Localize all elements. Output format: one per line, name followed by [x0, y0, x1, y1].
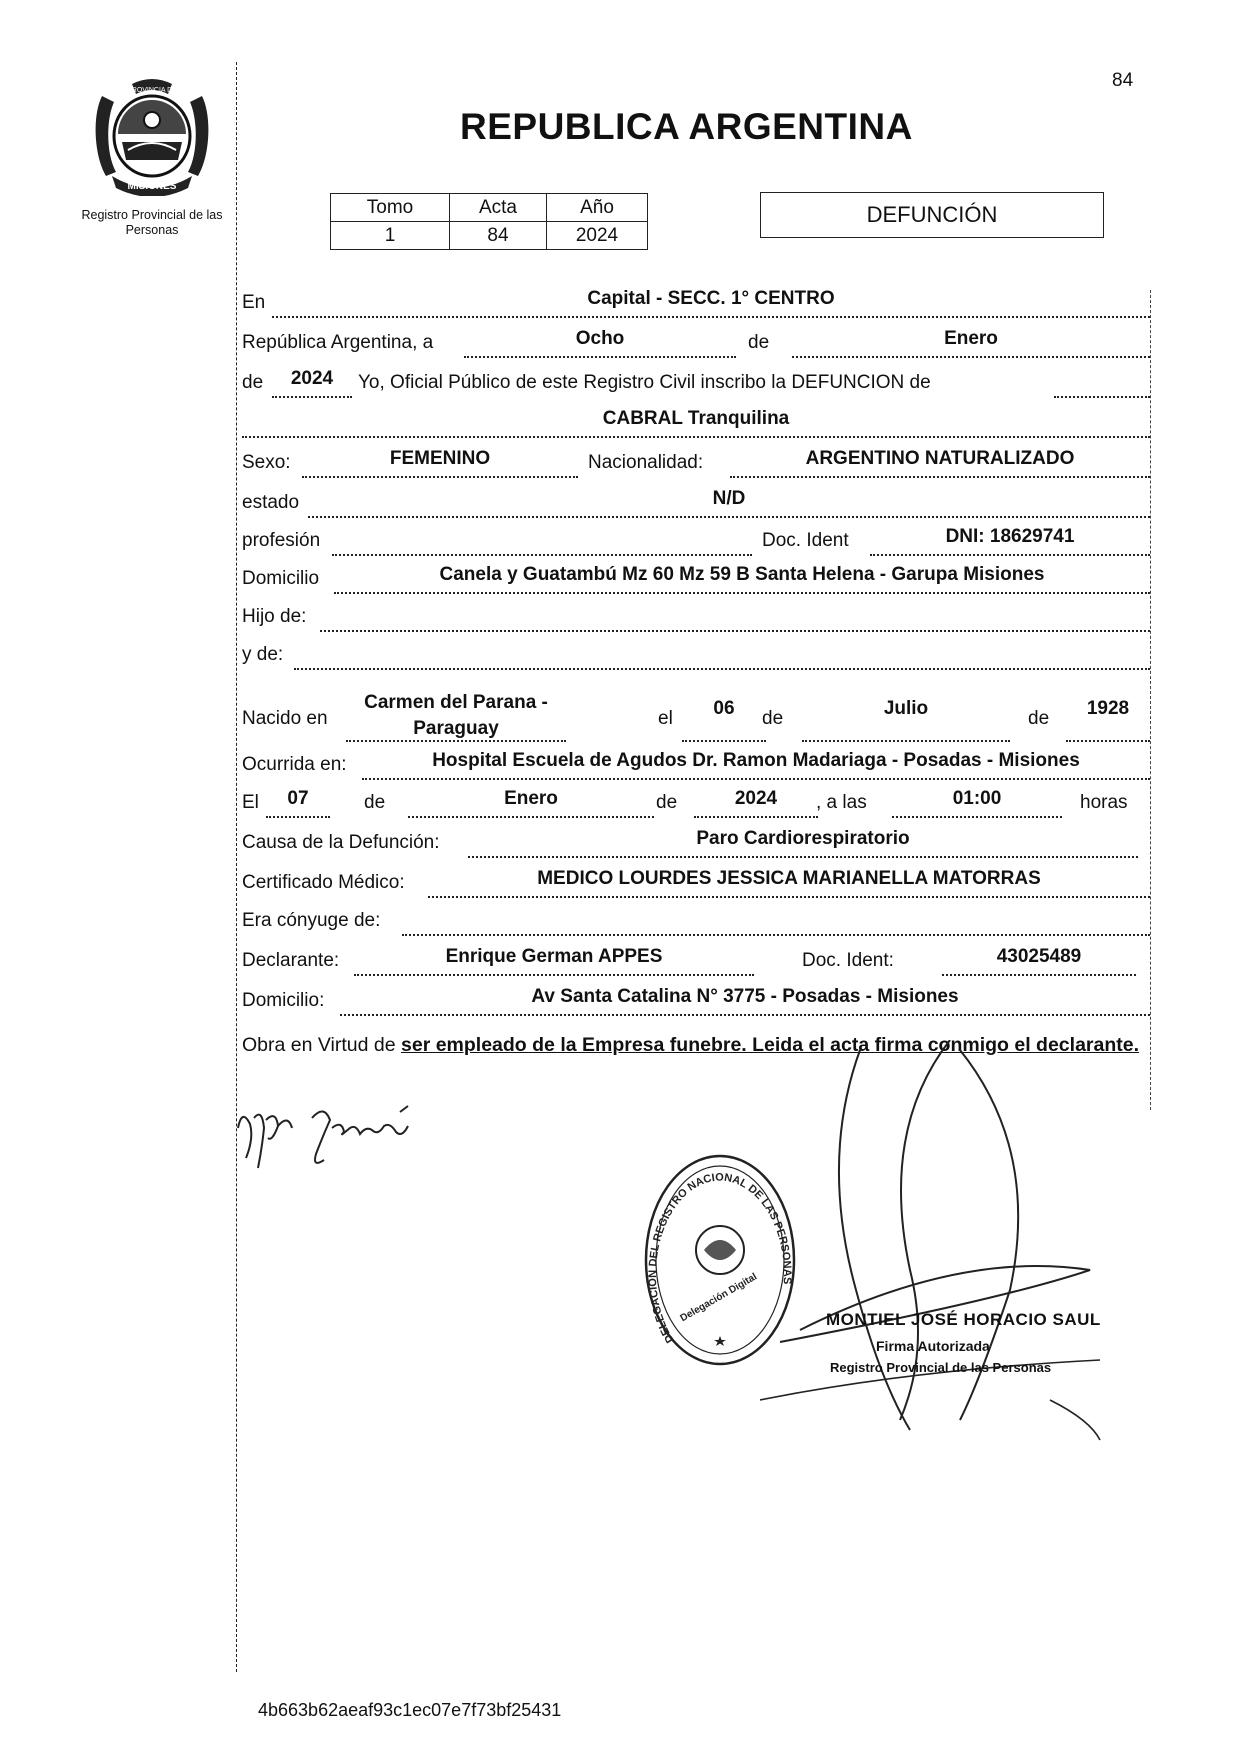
conyuge-label: Era cónyuge de: — [242, 910, 381, 931]
nacionalidad-label: Nacionalidad: — [588, 452, 704, 473]
document-type-box: DEFUNCIÓN — [760, 192, 1104, 238]
de-death-label-2: de — [656, 792, 678, 813]
row-ocurrida — [242, 744, 1150, 782]
acta-value: 84 — [450, 222, 547, 250]
inscribo-text: Yo, Oficial Público de este Registro Civil inscribo la DEFUNCION de — [358, 372, 931, 393]
row-profesion — [242, 520, 1150, 558]
de-birth-label-2: de — [1028, 708, 1050, 729]
declarante-doc-value: 43025489 — [996, 946, 1082, 967]
death-time: 01:00 — [952, 788, 1002, 809]
ocurrida-label: Ocurrida en: — [242, 754, 347, 775]
row-declarante-domicilio — [242, 980, 1150, 1018]
tomo-header: Tomo — [331, 194, 450, 222]
causa-label: Causa de la Defunción: — [242, 832, 440, 853]
reference-table — [330, 193, 648, 250]
el-death-label: El — [242, 792, 259, 813]
death-month: Enero — [504, 788, 558, 809]
birth-month: Julio — [883, 698, 929, 719]
declarante-doc-label: Doc. Ident: — [802, 950, 894, 971]
right-margin-line — [1150, 290, 1152, 1110]
ocurrida-value: Hospital Escuela de Agudos Dr. Ramon Madariaga - Posadas - Misiones — [432, 750, 1080, 771]
row-y-de — [242, 634, 1150, 672]
de-birth-label: de — [762, 708, 784, 729]
row-en — [242, 282, 1150, 320]
row-estado — [242, 482, 1150, 520]
declarante-label: Declarante: — [242, 950, 340, 971]
death-day: 07 — [287, 788, 309, 809]
obra-prefix: Obra en Virtud de — [242, 1034, 401, 1056]
estado-label: estado — [242, 492, 300, 513]
row-year — [242, 362, 1150, 400]
sexo-label: Sexo: — [242, 452, 291, 473]
document-hash: 4b663b62aeaf93c1ec07e7f73bf25431 — [258, 1700, 562, 1720]
declarant-signature — [232, 1098, 452, 1178]
row-declarante — [242, 940, 1150, 978]
hijo-label: Hijo de: — [242, 606, 307, 627]
anio-header: Año — [547, 194, 648, 222]
row-death-date — [242, 782, 1150, 820]
domicilio-value: Canela y Guatambú Mz 60 Mz 59 B Santa Helena - Garupa Misiones — [439, 564, 1045, 585]
nacido-en-line1: Carmen del Parana - — [364, 692, 548, 713]
certificado-label: Certificado Médico: — [242, 872, 405, 893]
svg-text:PROVINCIA DE: PROVINCIA DE — [127, 87, 177, 94]
domicilio-declarante-label: Domicilio: — [242, 990, 325, 1011]
official-office: Registro Provincial de las Personas — [830, 1360, 1052, 1375]
a-las-label: , a las — [816, 792, 867, 813]
row-certificado — [242, 862, 1150, 900]
death-year: 2024 — [734, 788, 778, 809]
en-label: En — [242, 292, 266, 313]
row-hijo — [242, 596, 1150, 634]
registry-office: Capital - SECC. 1° CENTRO — [587, 288, 835, 309]
registry-name: Registro Provincial de las Personas — [81, 208, 223, 237]
obra-text: ser empleado de la Empresa funebre. Leida el acta firma conmigo el declarante. — [401, 1034, 1140, 1056]
tomo-value: 1 — [331, 222, 450, 250]
svg-text:MISIONES: MISIONES — [127, 181, 177, 192]
row-sexo — [242, 442, 1150, 480]
row-domicilio — [242, 558, 1150, 596]
day-word: Ocho — [575, 328, 625, 349]
nacionalidad-value: ARGENTINO NATURALIZADO — [805, 448, 1075, 469]
svg-text:Delegación Digital: Delegación Digital — [678, 1271, 760, 1325]
birth-day: 06 — [713, 698, 735, 719]
estado-value: N/D — [712, 488, 746, 509]
month-word: Enero — [944, 328, 998, 349]
acta-header: Acta — [450, 194, 547, 222]
declarante-value: Enrique German APPES — [445, 946, 663, 967]
el-label: el — [658, 708, 673, 729]
y-de-label: y de: — [242, 644, 284, 665]
nacido-en-line2: Paraguay — [413, 718, 499, 739]
declarante-domicilio-value: Av Santa Catalina N° 3775 - Posadas - Misiones — [531, 986, 959, 1007]
de-death-label: de — [364, 792, 386, 813]
svg-text:DELEGACIÓN DEL REGISTRO NACION: DELEGACIÓN DEL REGISTRO NACIONAL DE LAS PERSONAS — [646, 1171, 794, 1345]
row-causa — [242, 822, 1150, 860]
row-conyuge — [242, 900, 1150, 938]
de-label: de — [748, 332, 770, 353]
sexo-value: FEMENINO — [389, 448, 491, 469]
row-date — [242, 322, 1150, 360]
doc-ident-label: Doc. Ident — [762, 530, 849, 551]
official-title: Firma Autorizada — [876, 1338, 990, 1354]
deceased-name: CABRAL Tranquilina — [602, 408, 790, 429]
birth-year: 1928 — [1086, 698, 1130, 719]
row-deceased — [242, 402, 1150, 440]
row-nacido — [242, 692, 1150, 742]
domicilio-label: Domicilio — [242, 568, 320, 589]
provincial-seal — [92, 76, 212, 196]
doc-ident-value: DNI: 18629741 — [945, 526, 1075, 547]
anio-value: 2024 — [547, 222, 648, 250]
page-title: REPUBLICA ARGENTINA — [460, 106, 913, 147]
horas-label: horas — [1080, 792, 1128, 813]
nacido-label: Nacido en — [242, 708, 328, 729]
de-year-label: de — [242, 372, 264, 393]
page-number: 84 — [1112, 70, 1134, 91]
official-name: MONTIEL JOSÉ HORACIO SAUL — [826, 1310, 1101, 1329]
causa-value: Paro Cardiorespiratorio — [696, 828, 910, 849]
profesion-label: profesión — [242, 530, 321, 551]
year: 2024 — [290, 368, 334, 389]
certificado-value: MEDICO LOURDES JESSICA MARIANELLA MATORRAS — [537, 868, 1041, 889]
official-signature — [760, 1040, 1140, 1460]
republica-label: República Argentina, a — [242, 332, 434, 353]
left-margin-line — [236, 62, 238, 1672]
